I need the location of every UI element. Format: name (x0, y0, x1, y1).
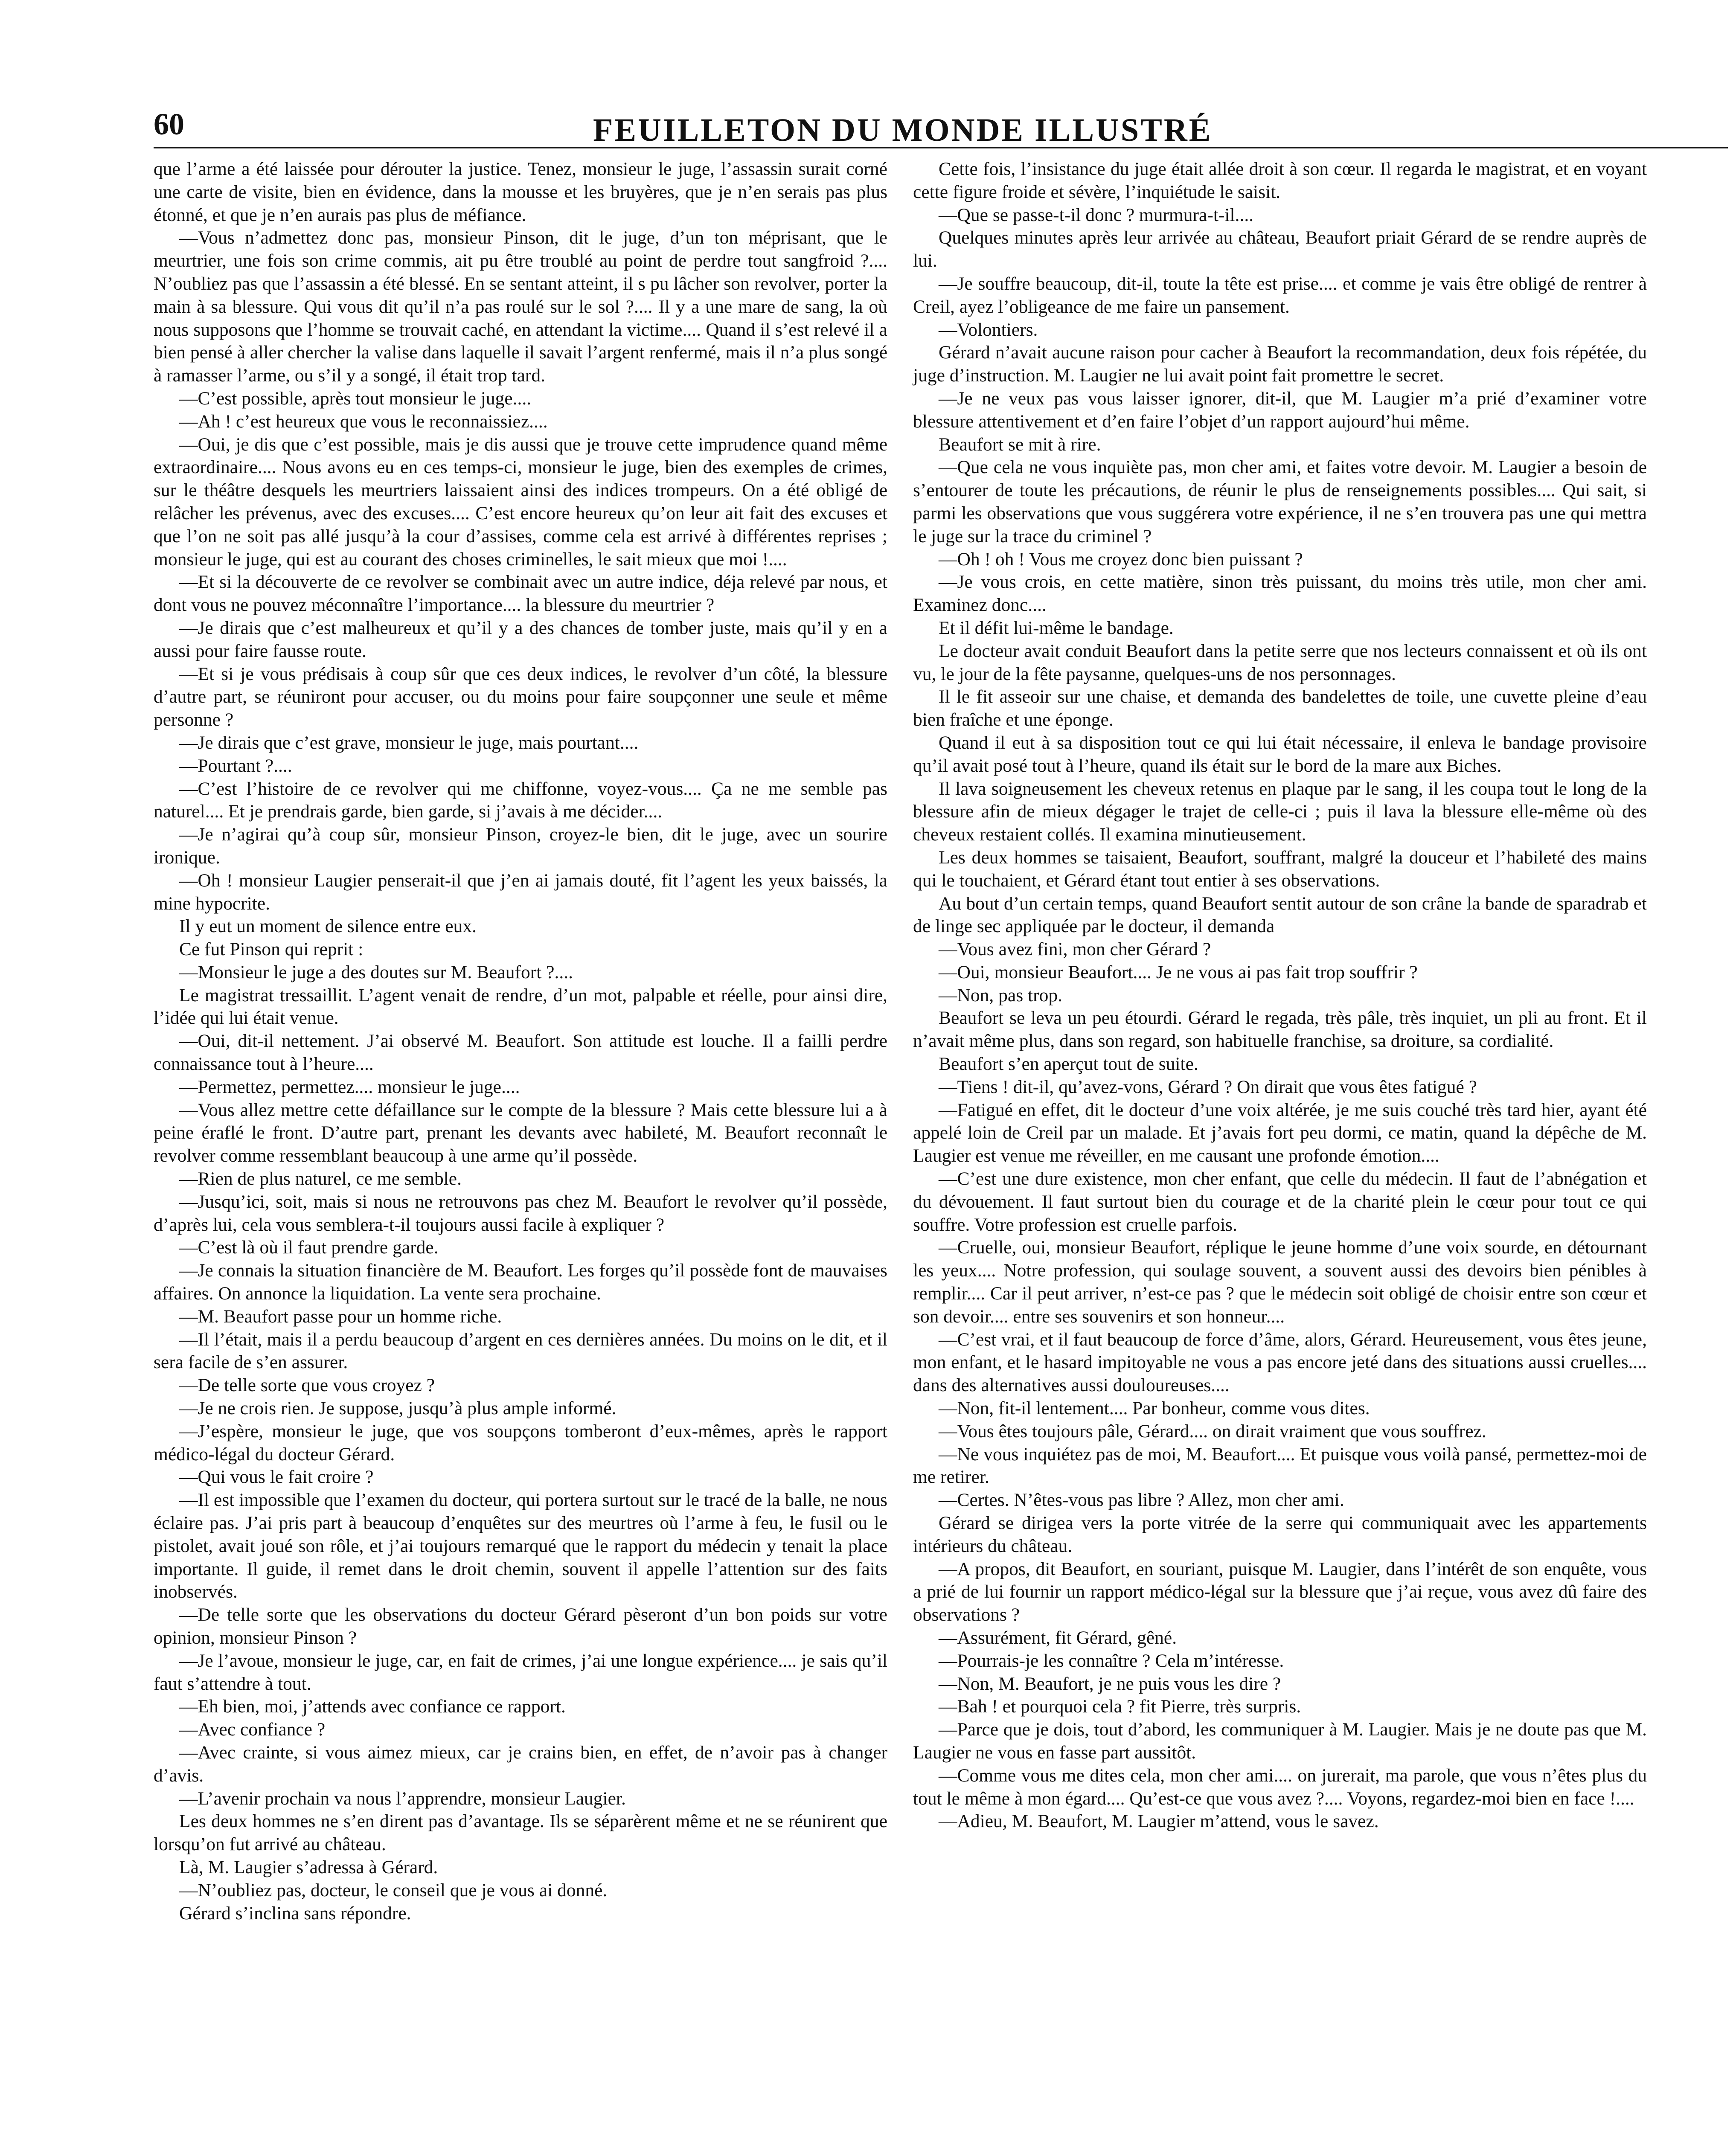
paragraph: Gérard s’inclina sans répondre. (179, 1903, 411, 1924)
paragraph: —Fatigué en effet, dit le docteur d’une voix altérée, je me suis couché très tard hier, ayant été appelé loin de Creil par un malade. Et j’avais fort peu dormi, ce matin, quand la dépêche de M. Laugier est venue me réveiller, en me causant une profonde émotion.... (913, 1099, 1647, 1166)
paragraph: Gérard se dirigea vers la porte vitrée de la serre qui communiquait avec les appartements intérieurs du château. (913, 1513, 1647, 1556)
paragraph: Les deux hommes ne s’en dirent pas d’avantage. Ils se séparèrent même et ne se réunirent que lorsqu’on fut arrivé au château. (154, 1811, 887, 1855)
paragraph: —L’avenir prochain va nous l’apprendre, monsieur Laugier. (179, 1788, 626, 1809)
paragraph: —Avec confiance ? (179, 1719, 326, 1740)
paragraph: —Ne vous inquiétez pas de moi, M. Beaufort.... Et puisque vous voilà pansé, permettez-moi de me retirer. (913, 1444, 1647, 1488)
paragraph: Quelques minutes après leur arrivée au château, Beaufort priait Gérard de se rendre auprès de lui. (913, 227, 1647, 271)
paragraph: —C’est une dure existence, mon cher enfant, que celle du médecin. Il faut de l’abnégation et du dévouement. Il faut surtout bien du courage et de la charité plein le cœur pour tout ce qui souffre. Votre profession est cruelle parfois. (913, 1168, 1647, 1235)
paragraph: —Je dirais que c’est malheureux et qu’il y a des chances de tomber juste, mais qu’il y en a aussi pour faire fausse route. (154, 617, 887, 661)
paragraph: —Oui, dit-il nettement. J’ai observé M. Beaufort. Son attitude est louche. Il a failli perdre connaissance tout à l’heure.... (154, 1031, 887, 1075)
paragraph: —Je souffre beaucoup, dit-il, toute la tête est prise.... et comme je vais être obligé de rentrer à Creil, ayez l’obligeance de me faire un pansement. (913, 273, 1647, 317)
paragraph: —Que se passe-t-il donc ? murmura-t-il.... (939, 204, 1254, 225)
paragraph: —Je connais la situation financière de M. Beaufort. Les forges qu’il possède font de mauvaises affaires. On annonce la liquidation. La vente sera prochaine. (154, 1260, 887, 1304)
paragraph: Cette fois, l’insistance du juge était allée droit à son cœur. Il regarda le magistrat, et en voyant cette figure froide et sévère, l’inquiétude le saisit. (913, 159, 1647, 202)
paragraph: —Ah ! c’est heureux que vous le reconnaissiez.... (179, 411, 548, 432)
paragraph: —Permettez, permettez.... monsieur le juge.... (179, 1076, 520, 1097)
paragraph: —Et si la découverte de ce revolver se combinait avec un autre indice, déja relevé par nous, et dont vous ne pouvez méconnaître l’importance.... la blessure du meurtrier ? (154, 572, 887, 616)
page-title: FEUILLETON DU MONDE ILLUSTRÉ (593, 112, 1213, 148)
paragraph: —Non, fit-il lentement.... Par bonheur, comme vous dites. (939, 1398, 1370, 1419)
paragraph: Il y eut un moment de silence entre eux. (179, 916, 477, 937)
paragraph: Et il défit lui-même le bandage. (939, 617, 1174, 638)
paragraph: —Je ne veux pas vous laisser ignorer, dit-il, que M. Laugier m’a prié d’examiner votre blessure attentivement et d’en faire l’objet d’un rapport aujourd’hui même. (913, 388, 1647, 432)
paragraph: —De telle sorte que vous croyez ? (179, 1375, 435, 1396)
right-column (913, 158, 1647, 1833)
paragraph: Le magistrat tressaillit. L’agent venait de rendre, d’un mot, palpable et réelle, pour ainsi dire, l’idée qui lui était venue. (154, 985, 887, 1029)
paragraph: Beaufort se leva un peu étourdi. Gérard le regada, très pâle, très inquiet, un pli au front. Et il n’avait même plus, dans son regard, son habituelle franchise, sa droiture, sa cordialité. (913, 1008, 1647, 1052)
paragraph: —Eh bien, moi, j’attends avec confiance ce rapport. (179, 1696, 566, 1717)
paragraph: —Qui vous le fait croire ? (179, 1467, 374, 1488)
paragraph: —Non, pas trop. (939, 985, 1062, 1005)
paragraph: —De telle sorte que les observations du docteur Gérard pèseront d’un bon poids sur votre opinion, monsieur Pinson ? (154, 1604, 887, 1648)
paragraph: —Adieu, M. Beaufort, M. Laugier m’attend, vous le savez. (939, 1811, 1379, 1832)
paragraph: —C’est possible, après tout monsieur le juge.... (179, 388, 532, 409)
paragraph: —Pourtant ?.... (179, 755, 292, 776)
paragraph: Quand il eut à sa disposition tout ce qui lui était nécessaire, il enleva le bandage provisoire qu’il avait posé tout à l’heure, quand ils était sur le bord de la mare aux Biches. (913, 732, 1647, 776)
paragraph: —Rien de plus naturel, ce me semble. (179, 1168, 462, 1189)
paragraph: —Pourrais-je les connaître ? Cela m’intéresse. (939, 1650, 1284, 1671)
paragraph: —Jusqu’ici, soit, mais si nous ne retrouvons pas chez M. Beaufort le revolver qu’il possède, d’après lui, cela vous semblera-t-il toujours aussi facile à expliquer ? (154, 1191, 887, 1235)
paragraph: —J’espère, monsieur le juge, que vos soupçons tomberont d’eux-mêmes, après le rapport médico-légal du docteur Gérard. (154, 1421, 887, 1465)
paragraph: —Oh ! monsieur Laugier penserait-il que j’en ai jamais douté, fit l’agent les yeux baissés, la mine hypocrite. (154, 870, 887, 914)
paragraph: Il le fit asseoir sur une chaise, et demanda des bandelettes de toile, une cuvette pleine d’eau bien fraîche et une éponge. (913, 686, 1647, 730)
paragraph: —Avec crainte, si vous aimez mieux, car je crains bien, en effet, de n’avoir pas à changer d’avis. (154, 1742, 887, 1786)
paragraph: Ce fut Pinson qui reprit : (179, 939, 363, 960)
paragraph: —Certes. N’êtes-vous pas libre ? Allez, mon cher ami. (939, 1490, 1344, 1511)
paragraph: —Je ne crois rien. Je suppose, jusqu’à plus ample informé. (179, 1398, 616, 1419)
paragraph: —C’est là où il faut prendre garde. (179, 1237, 439, 1258)
paragraph: Le docteur avait conduit Beaufort dans la petite serre que nos lecteurs connaissent et où ils ont vu, le jour de la fête paysanne, quelques-uns de nos personnages. (913, 640, 1647, 684)
paragraph: —Vous êtes toujours pâle, Gérard.... on dirait vraiment que vous souffrez. (939, 1421, 1486, 1441)
paragraph: —C’est vrai, et il faut beaucoup de force d’âme, alors, Gérard. Heureusement, vous êtes jeune, mon enfant, et le hasard impitoyable ne vous a pas encore jeté dans des situations aussi cruelles.... dans des alternatives aussi douloureuses.... (913, 1329, 1647, 1396)
paragraph: —Je vous crois, en cette matière, sinon très puissant, du moins très utile, mon cher ami. Examinez donc.... (913, 572, 1647, 616)
paragraph: —Oui, je dis que c’est possible, mais je dis aussi que je trouve cette imprudence quand même extraordinaire.... Nous avons eu en ces temps-ci, monsieur le juge, bien des exemples de crimes, sur le théâtre desquels les meurtriers laissaient ainsi des indices trompeurs. On a été obligé de relâcher les prévenus, avec des excuses.... C’est encore heureux qu’on leur ait fait des excuses et que l’on ne soit pas allé jusqu’à la cour d’assises, comme cela est arrivé à différentes reprises ; monsieur le juge, qui est au courant des choses criminelles, le sait mieux que moi !.... (154, 434, 887, 570)
paragraph: —Oui, monsieur Beaufort.... Je ne vous ai pas fait trop souffrir ? (939, 962, 1418, 982)
header-rule (154, 147, 1728, 148)
paragraph: —Vous allez mettre cette défaillance sur le compte de la blessure ? Mais cette blessure lui a à peine éraflé le front. D’autre part, prenant les devants avec habileté, M. Beaufort reconnaît le revolver comme ressemblant beaucoup à une arme qu’il possède. (154, 1099, 887, 1166)
paragraph: —Monsieur le juge a des doutes sur M. Beaufort ?.... (179, 962, 573, 982)
paragraph: —Il l’était, mais il a perdu beaucoup d’argent en ces dernières années. Du moins on le dit, et il sera facile de s’en assurer. (154, 1329, 887, 1373)
paragraph: —Je l’avoue, monsieur le juge, car, en fait de crimes, j’ai une longue expérience.... je sais qu’il faut s’attendre à tout. (154, 1650, 887, 1694)
paragraph: —Vous n’admettez donc pas, monsieur Pinson, dit le juge, d’un ton méprisant, que le meurtrier, une fois son crime commis, ait pu être troublé au point de perdre tout sangfroid ?.... N’oubliez pas que l’assassin a été blessé. En se sentant atteint, il s pu lâcher son revolver, porter la main à sa blessure. Qui vous dit qu’il n’a pas roulé sur le sol ?.... Il y a une mare de sang, la où nous supposons que l’homme se trouvait caché, en attendant la victime.... Quand il s’est relevé il a bien pensé à aller chercher la valise dans laquelle il savait l’argent renfermé, mais il n’a plus songé à ramasser l’arme, ou s’il y a songé, il était trop tard. (154, 227, 887, 386)
paragraph: —Oh ! oh ! Vous me croyez donc bien puissant ? (939, 549, 1303, 570)
paragraph: —Je dirais que c’est grave, monsieur le juge, mais pourtant.... (179, 732, 639, 753)
paragraph: —Il est impossible que l’examen du docteur, qui portera surtout sur le tracé de la balle, ne nous éclaire pas. J’ai pris part à beaucoup d’enquêtes sur des meurtres où l’arme à feu, le fusil ou le pistolet, avait joué son rôle, et j’ai toujours remarqué que le rapport du médecin y tenait la place importante. Il guide, il remet dans le droit chemin, souvent il appelle l’attention sur des faits inobservés. (154, 1490, 887, 1602)
paragraph: Gérard n’avait aucune raison pour cacher à Beaufort la recommandation, deux fois répétée, du juge d’instruction. M. Laugier ne lui avait point fait promettre le secret. (913, 342, 1647, 386)
paragraph: que l’arme a été laissée pour dérouter la justice. Tenez, monsieur le juge, l’assassin surait corné une carte de visite, bien en évidence, dans la mousse et les bruyères, que je n’en serais pas plus étonné, et que je n’en aurais pas plus de méfiance. (154, 159, 887, 225)
paragraph: Au bout d’un certain temps, quand Beaufort sentit autour de son crâne la bande de sparadrab et de linge sec appliquée par le docteur, il demanda (913, 893, 1647, 937)
paragraph: —N’oubliez pas, docteur, le conseil que je vous ai donné. (179, 1880, 608, 1901)
paragraph: Il lava soigneusement les cheveux retenus en plaque par le sang, il les coupa tout le long de la blessure afin de mieux dégager le trajet de celle-ci ; puis il lava la blessure elle-même où des cheveux restaient collés. Il examina minutieusement. (913, 778, 1647, 845)
paragraph: —C’est l’histoire de ce revolver qui me chiffonne, voyez-vous.... Ça ne me semble pas naturel.... Et je prendrais garde, bien garde, si j’avais à me décider.... (154, 778, 887, 822)
paragraph: —Assurément, fit Gérard, gêné. (939, 1627, 1177, 1648)
paragraph: Les deux hommes se taisaient, Beaufort, souffrant, malgré la douceur et l’habileté des mains qui le touchaient, et Gérard étant tout entier à ses observations. (913, 847, 1647, 891)
paragraph: —Et si je vous prédisais à coup sûr que ces deux indices, le revolver d’un côté, la blessure d’autre part, se réuniront pour accuser, ou du moins pour faire soupçonner une seule et même personne ? (154, 663, 887, 730)
paragraph: —Que cela ne vous inquiète pas, mon cher ami, et faites votre devoir. M. Laugier a besoin de s’entourer de toute les précautions, de réunir le plus de renseignements possibles.... Qui sait, si parmi les observations que vous suggérera votre expérience, il ne s’en trouvera pas une qui mettra le juge sur la trace du criminel ? (913, 457, 1647, 546)
paragraph: —Vous avez fini, mon cher Gérard ? (939, 939, 1211, 960)
paragraph: —Volontiers. (939, 319, 1038, 340)
paragraph: —Non, M. Beaufort, je ne puis vous les dire ? (939, 1673, 1281, 1694)
paragraph: Beaufort se mit à rire. (939, 434, 1101, 455)
paragraph: —M. Beaufort passe pour un homme riche. (179, 1306, 502, 1327)
paragraph: —Parce que je dois, tout d’abord, les communiquer à M. Laugier. Mais je ne doute pas que M. Laugier ne vous en fasse part aussitôt. (913, 1719, 1647, 1763)
paragraph: —Cruelle, oui, monsieur Beaufort, réplique le jeune homme d’une voix sourde, en détournant les yeux.... Notre profession, qui soulage souvent, a souvent aussi des devoirs bien pénibles à remplir.... Car il peut arriver, n’est-ce pas ? que le médecin soit obligé de choisir entre son cœur et son devoir.... entre ses souvenirs et son honneur.... (913, 1237, 1647, 1327)
page-number: 60 (154, 107, 184, 141)
paragraph: —Bah ! et pourquoi cela ? fit Pierre, très surpris. (939, 1696, 1301, 1717)
paragraph: —Tiens ! dit-il, qu’avez-vons, Gérard ? On dirait que vous êtes fatigué ? (939, 1076, 1477, 1097)
paragraph: —Comme vous me dites cela, mon cher ami.... on jurerait, ma parole, que vous n’êtes plus du tout le même à mon égard.... Qu’est-ce que vous avez ?.... Voyons, regardez-moi bien en face !.... (913, 1765, 1647, 1809)
paragraph: Beaufort s’en aperçut tout de suite. (939, 1054, 1198, 1075)
left-column (154, 158, 887, 1925)
paragraph: —Je n’agirai qu’à coup sûr, monsieur Pinson, croyez-le bien, dit le juge, avec un sourire ironique. (154, 824, 887, 868)
paragraph: Là, M. Laugier s’adressa à Gérard. (179, 1857, 438, 1877)
paragraph: —A propos, dit Beaufort, en souriant, puisque M. Laugier, dans l’intérêt de son enquête, vous a prié de lui fournir un rapport médico-légal sur la blessure que j’ai reçue, vous avez dû faire des observations ? (913, 1558, 1647, 1625)
